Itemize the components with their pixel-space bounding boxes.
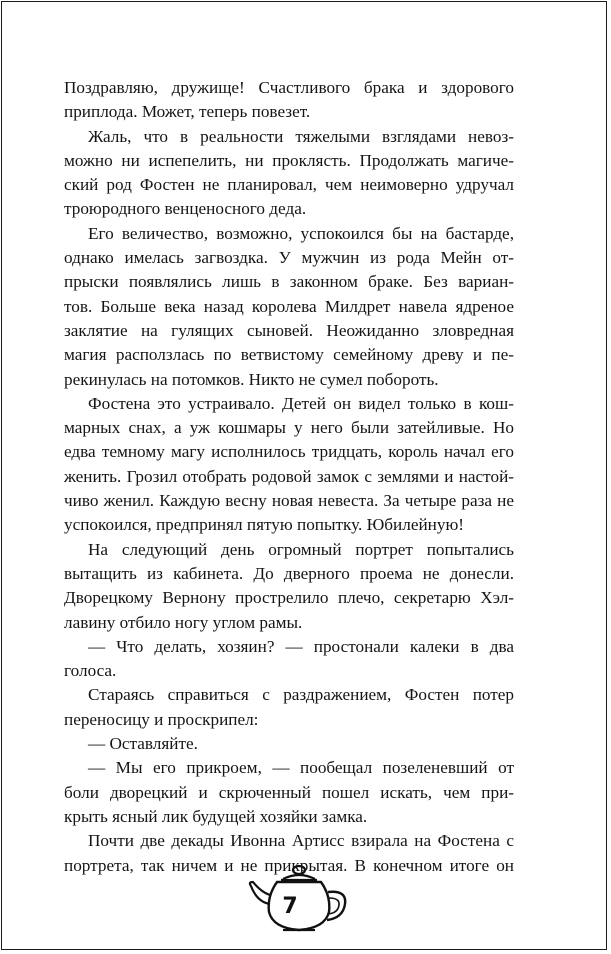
text-line: заклятие на гулящих сыновей. Неожиданно зловредная bbox=[64, 320, 514, 340]
text-line: едва темному магу исполнилось тридцать, король начал его bbox=[64, 442, 514, 462]
text-line: можно ни испепелить, ни проклясть. Продолжать магиче- bbox=[64, 150, 514, 170]
text-line: голоса. bbox=[64, 661, 117, 681]
paragraph bbox=[64, 222, 514, 392]
text-line: переносицу и проскрипел: bbox=[64, 709, 259, 729]
text-line: лавину отбило ногу углом рамы. bbox=[64, 612, 303, 632]
text-line: ский род Фостен не планировал, чем неимоверно удручал bbox=[64, 175, 514, 195]
paragraph bbox=[64, 732, 514, 756]
text-line: марных снах, а уж кошмары у него были затейливые. Но bbox=[64, 418, 514, 438]
text-line: Дворецкому Вернону прострелило плечо, секретарю Хэл- bbox=[64, 588, 514, 608]
page-number: 7 bbox=[282, 894, 298, 919]
text-line: магия расползлась по ветвистому семейному древу и пе- bbox=[64, 345, 514, 365]
text-line: Его величество, возможно, успокоился бы на бастарде, bbox=[88, 223, 514, 243]
text-line: Поздравляю, дружище! Счастливого брака и здорового bbox=[64, 78, 514, 97]
text-line: крыть ясный лик будущей хозяйки замка. bbox=[64, 806, 368, 826]
paragraph bbox=[64, 683, 514, 732]
text-line: приплода. Может, теперь повезет. bbox=[64, 102, 311, 122]
text-line: — Мы его прикроем, — пообещал позеленевший от bbox=[88, 758, 514, 778]
text-line: — Оставляйте. bbox=[88, 734, 198, 754]
text-line: успокоился, предпринял пятую попытку. Юбилейную! bbox=[64, 515, 465, 535]
text-line: троюродного венценосного деда. bbox=[64, 199, 307, 219]
text-line: тов. Больше века назад королева Милдрет навела ядреное bbox=[64, 296, 514, 316]
text-line: портрета, так ничем и не прикрытая. В конечном итоге он bbox=[64, 855, 514, 875]
text-line: боли дворецкий и скрюченный пошел искать, чем при- bbox=[64, 782, 514, 802]
text-line: прыски появлялись лишь в законном браке. Без вариан- bbox=[64, 272, 514, 292]
paragraph bbox=[64, 635, 514, 684]
text-line: На следующий день огромный портрет попытались bbox=[88, 539, 514, 559]
body-text bbox=[64, 76, 514, 878]
paragraph bbox=[64, 125, 514, 222]
paragraph bbox=[64, 538, 514, 635]
text-line: чиво женил. Каждую весну новая невеста. За четыре раза не bbox=[64, 491, 514, 511]
text-line: Стараясь справиться с раздражением, Фостен потер bbox=[88, 685, 514, 705]
text-line: — Что делать, хозяин? — простонали калеки в два bbox=[88, 636, 514, 656]
paragraph bbox=[64, 756, 514, 829]
text-line: Фостена это устраивало. Детей он видел только в кош- bbox=[88, 393, 514, 413]
text-line: рекинулась на потомков. Никто не сумел побороть. bbox=[64, 369, 439, 389]
text-line: женить. Грозил отобрать родовой замок с землями и настой- bbox=[64, 466, 514, 486]
text-line: Почти две декады Ивонна Артисс взирала на Фостена с bbox=[88, 831, 514, 851]
text-line: однако имелась загвоздка. У мужчин из рода Мейн от- bbox=[64, 248, 514, 268]
text-line: вытащить из кабинета. До дверного проема не донесли. bbox=[64, 563, 514, 583]
text-line: Жаль, что в реальности тяжелыми взглядами невоз- bbox=[88, 126, 514, 146]
paragraph bbox=[64, 392, 514, 538]
page-footer bbox=[0, 860, 611, 940]
paragraph bbox=[64, 76, 514, 125]
